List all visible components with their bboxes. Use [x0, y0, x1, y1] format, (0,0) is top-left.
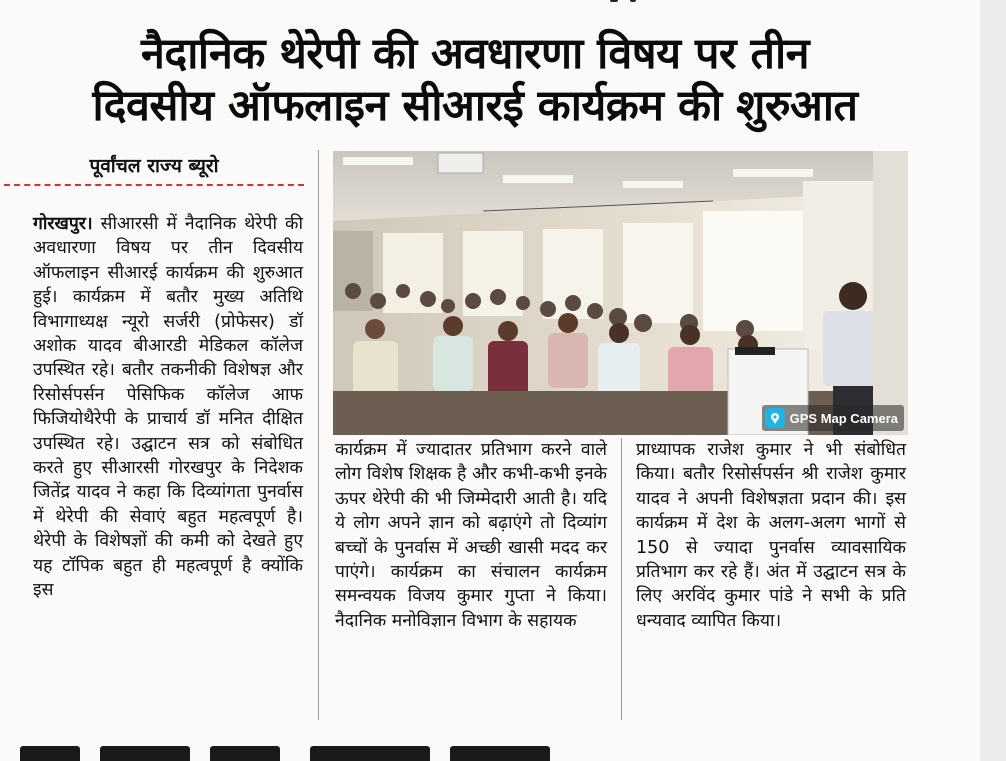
watermark-label: GPS Map Camera: [789, 410, 898, 426]
gps-map-camera-watermark: [762, 405, 904, 431]
camera-pin-icon: [765, 408, 785, 428]
column-1-text: सीआरसी में नैदानिक थेरेपी की अवधारणा विषय पर तीन दिवसीय ऑफलाइन सीआरई कार्यक्रम की शुरुआत हुई। कार्यक्रम में बतौर मुख्य अतिथि विभागाध्यक्ष न्यूरो सर्जरी (प्रोफेसर) डॉ अशोक यादव बीआरडी मेडिकल कॉलेज उपस्थित रहे। बतौर तकनीकी विशेषज्ञ और रिसोर्सपर्सन पेसिफिक कॉलेज आफ फिजियोथैरेपी के प्राचार्य डॉ मनित दीक्षित उपस्थित रहे। उद्घाटन सत्र को संबोधित करते हुए सीआरसी गोरखपुर के निदेशक जितेंद्र यादव ने कहा कि दिव्यांगता पुनर्वास में थेरेपी की सेवाएं बहुत महत्वपूर्ण है। थेरेपी के विशेषज्ञों की कमी को देखते हुए यह टॉपिक बहुत ही महत्वपूर्ण है क्योंकि इस: [33, 214, 303, 601]
page-margin-strip: [980, 0, 1006, 761]
column-divider-2: [621, 438, 622, 720]
cropped-top-text: [590, 0, 650, 4]
article-column-1: [33, 212, 303, 603]
headline-line-2: दिवसीय ऑफलाइन सीआरई कार्यक्रम की शुरुआत: [92, 81, 858, 131]
cropped-next-headline: [20, 744, 560, 761]
article-column-2: [335, 438, 607, 633]
column-3-text: प्राध्यापक राजेश कुमार ने भी संबोधित किया। बतौर रिसोर्सपर्सन श्री राजेश कुमार यादव ने अपनी विशेषज्ञता प्रदान की। इस कार्यक्रम में देश के अलग-अलग भागों से 150 से ज्यादा पुनर्वास व्यावसायिक प्रतिभाग कर रहे हैं। अंत में उद्घाटन सत्र के लिए अरविंद कुमार पांडे ने सभी के प्रति धन्यवाद व्यापित किया।: [636, 440, 906, 631]
seminar-hall-illustration: [333, 151, 908, 435]
byline-dashed-rule: [4, 184, 304, 186]
column-2-text: कार्यक्रम में ज्यादातर प्रतिभाग करने वाले लोग विशेष शिक्षक है और कभी-कभी इनके ऊपर थेरेपी की भी जिम्मेदारी आती है। यदि ये लोग अपने ज्ञान को बढ़ाएंगे तो दिव्यांग बच्चों के पुनर्वास में अच्छी खासी मदद कर पाएंगे। कार्यक्रम का संचालन कार्यक्रम समन्वयक विजय कुमार गुप्ता ने किया। नैदानिक मनोविज्ञान विभाग के सहायक: [335, 440, 607, 631]
column-divider-1: [318, 150, 319, 720]
dateline: गोरखपुर।: [33, 214, 93, 234]
article-column-3: [636, 438, 906, 633]
event-photo: [333, 151, 908, 435]
article-headline: [20, 28, 930, 132]
headline-line-1: नैदानिक थेरेपी की अवधारणा विषय पर तीन: [141, 29, 809, 79]
byline: पूर्वांचल राज्य ब्यूरो: [89, 155, 219, 177]
